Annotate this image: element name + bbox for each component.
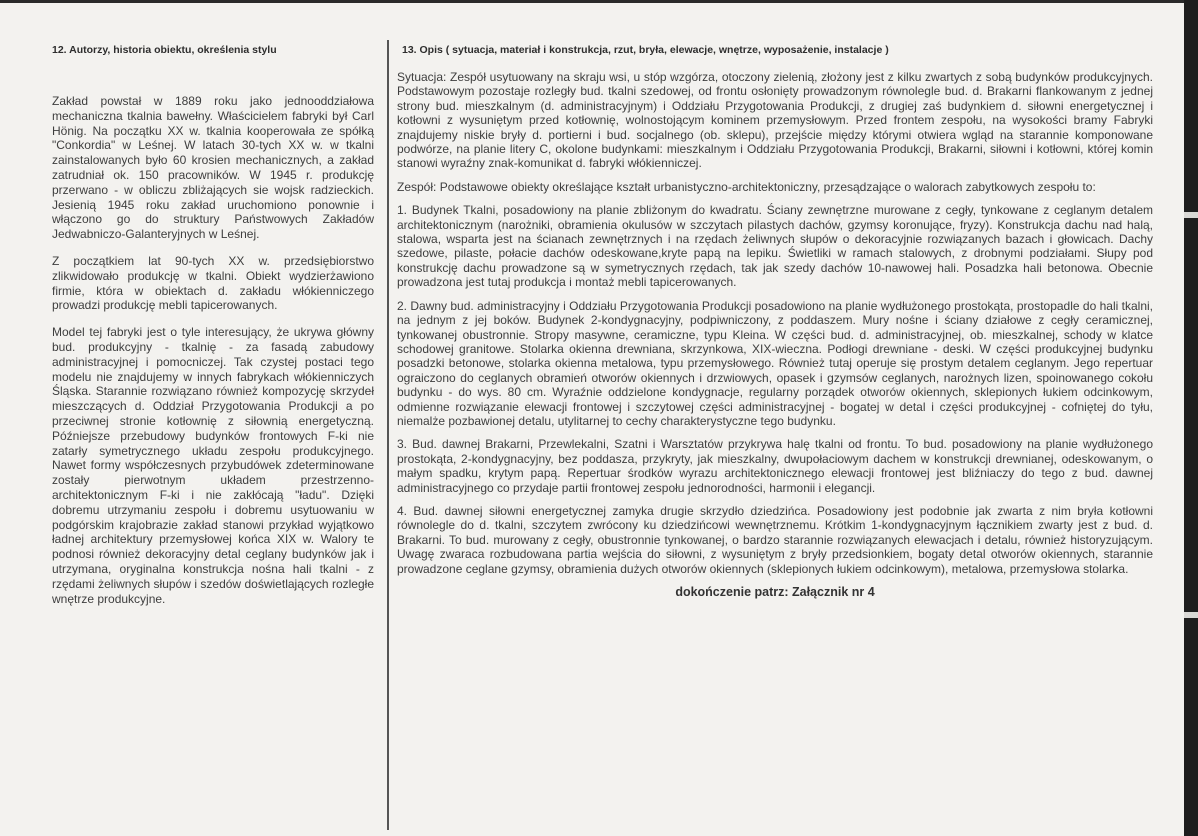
complex-text: Podstawowe obiekty określające kształt urbanistyczno-architektoniczny, przesądzające o walorach zabytkowych zespołu to: [439, 179, 1096, 194]
situation-text: Zespół usytuowany na skraju wsi, u stóp wzgórza, otoczony zielenią, złożony jest z kilku zwartych z sobą budynków produkcyjnych. Podstawowym pozostaje rozległy bud. tkalni szedowej, od frontu osłonięty prowadzonym równolegle bud. d. Brakarni flankowanym z jednej strony bud. mieszkalnym (d. administracyjnym) i Oddziału Przygotowania Produkcji, z drugiej zaś budynkiem d. siłowni energetycznej i kotłowni z wysuniętym przed kotłownię, wolnostojącym kominem przemysłowym. Przed frontem zespołu, na wysokości bramy Fabryki znajdujemy niskie bryły d. portierni i bud. socjalnego (ob. sklepu), przejście między którymi otwiera wgląd na starannie komponowane podwórze, na planie litery C, okolone budynkami: mieszkalnym i Oddziału Przygotowania Produkcji, Brakarni, siłowni i kotłowni, której komin stanowi wyraźny znak-komunikat d. fabryki włókienniczej. [397, 70, 1153, 171]
history-paragraph: Zakład powstał w 1889 roku jako jednooddziałowa mechaniczna tkalnia bawełny. Właścicielem fabryki był Carl Hönig. Na początku XX w. tkalnia kooperowała ze spółką "Conkordia" w Leśnej. W latach 30-tych XX w. w tkalni zainstalowanych było 60 krosien mechanicznych, a zakład zatrudniał ok. 150 pracowników. W 1945 r. produkcję przerwano - w obliczu zbliżających sie wojsk radzieckich. Jesienią 1945 roku zakład uruchomiono ponownie i włączono go do struktury Państwowych Zakładów Jedwabniczo-Galanteryjnych w Leśnej. [52, 94, 374, 242]
complex-paragraph [397, 180, 1153, 194]
scan-edge-notch [1184, 612, 1198, 618]
description-column [397, 44, 1153, 599]
column-divider [387, 40, 389, 830]
building-item: 3. Bud. dawnej Brakarni, Przewlekalni, Szatni i Warsztatów przykrywa halę tkalni od frontu. To bud. posadowiony na planie wydłużonego prostokąta, 2-kondygnacyjny, bez poddasza, przykryty, jak mieszkalny, dwupołaciowym dachem w konstrukcji drewnianej, odeskowanym, o małym spadku, krytym papą. Repertuar środków wyrazu architektonicznego elewacji frontowej jest bliźniaczy do tego z bud. dawnej administracyjnego co przydaje partii frontowej zespołu jednorodności, harmonii i elegancji. [397, 437, 1153, 495]
situation-label: Sytuacja: [397, 70, 447, 84]
history-column [52, 44, 374, 618]
continuation-note: dokończenie patrz: Załącznik nr 4 [675, 585, 875, 599]
situation-paragraph [397, 70, 1153, 171]
building-item: 1. Budynek Tkalni, posadowiony na planie zbliżonym do kwadratu. Ściany zewnętrzne murowane z cegły, tynkowane z ceglanym detalem architektonicznym (narożniki, obramienia okulusów w szczytach pilastych dachów, gzymsy koronujące, fryzy). Konstrukcja dachu nad halą, stalowa, wsparta jest na ścianach zewnętrznych i na rzędach żeliwnych słupów o dekoracyjnie rozwiązanych bazach i głowicach. Dachy szedowe, pilaste, połacie dachów odeskowane,kryte papą na lepiku. Świetliki w ramach stalowych, z drobnymi podziałami. Słupy pod konstrukcję dachu prowadzone są w symetrycznych rzędach, tak jak szedy dachów 10-nawowej hali. Posadzka hali betonowa. Obecnie prowadzona jest tutaj produkcja i montaż mebli tapicerowanych. [397, 203, 1153, 290]
complex-label: Zespół: [397, 179, 437, 194]
history-heading: 12. Autorzy, historia obiektu, określenia stylu [52, 44, 277, 56]
history-paragraph: Model tej fabryki jest o tyle interesujący, że ukrywa główny bud. produkcyjny - tkalnię - za fasadą zabudowy administracyjnej i pomocniczej. Tak czystej postaci tego modelu nie znajdujemy w innych fabrykach włókienniczych Śląska. Starannie rozwiązano również kompozycję skrzydeł mieszczących d. Oddział Przygotowania Produkcji a po przeciwnej stronie kotłownię z siłownią energetyczną. Późniejsze przebudowy budynków frontowych F-ki nie zatarły symetrycznego układu zespołu produkcyjnego. Nawet formy współczesnych przybudówek zdeterminowane zostały pierwotnym układem przestrzenno-architektonicznym F-ki i nie zakłócają "ładu". Dzięki dobremu utrzymaniu zespołu i dobremu usytuowaniu w podgórskim krajobrazie zakład stanowi przykład wyjątkowo ładnej architektury przemysłowej końca XIX w. Walory te podnosi również dekoracyjny detal ceglany budynków jak i utrzymana, oryginalna konstrukcja nośna hali tkalni - z rzędami żeliwnych słupów i szedów doświetlających rozległe wnętrze produkcyjne. [52, 325, 374, 606]
building-item: 2. Dawny bud. administracyjny i Oddziału Przygotowania Produkcji posadowiono na planie wydłużonego prostokąta, prostopadle do hali tkalni, na jednym z jej boków. Budynek 2-kondygnacyjny, podpiwniczony, z poddaszem. Mury nośne i ściany działowe z cegły ceramicznej, tynkowanej obustronnie. Stropy masywne, ceramiczne, typu Kleina. W części bud. d. administracyjnej, ob. mieszkalnej, schody w klatce schodowej granitowe. Stolarka okienna drewniana, skrzynkowa, XIX-wieczna. Podłogi drewniane - deski. W części produkcyjnej budynku posadzki betonowe, stolarka okienna metalowa, typu przemysłowego. Również tutaj operuje się prostym detalem ceglanym. Jego repertuar ograiczono do ceglanych obramień otworów okiennych i drzwiowych, opasek i gzymsów ceglanych, narożnych lizen, spoinowanego cokołu budynku - do wys. 80 cm. Wyraźnie oddzielone kondygnacje, regularny porządek otworów okiennych, sklepionych łukiem odcinkowym, odmienne rozwiązanie elewacji frontowej i szczytowej części administracyjnej - bogatej w detal i części produkcyjnej - cofniętej do tyłu, niemalże pozbawionej detalu, utylitarnej to cechy charakterystyczne tego budynku. [397, 298, 1153, 428]
description-heading: 13. Opis ( sytuacja, materiał i konstrukcja, rzut, bryła, elewacje, wnętrze, wyposażenie, instalacje ) [402, 44, 889, 56]
scan-right-edge [1184, 0, 1198, 836]
scan-edge-notch [1184, 212, 1198, 218]
scan-top-edge [0, 0, 1198, 3]
building-item: 4. Bud. dawnej siłowni energetycznej zamyka drugie skrzydło dziedzińca. Posadowiony jest podobnie jak zwarta z nim bryła kotłowni równolegle do d. tkalni, szczytem zwrócony ku dziedzińcowi wewnętrznemu. Krótkim 1-kondygnacyjnym łącznikiem zwarty jest z bud. d. Brakarni. To bud. murowany z cegły, obustronnie tynkowanej, o bardzo starannie rozwiązanych elewacjach i detalu, również historyzującym. Uwagę zwaraca rozbudowana partia wejścia do siłowni, z wysuniętym z bryły przedsionkiem, bogaty detal otworów okiennych, starannie prowadzone ceglane gzymsy, obramienia dużych otworów okiennych (sklepionych łukiem odcinkowym), metalowa, przemysłowa stolarka. [397, 503, 1153, 576]
history-paragraph: Z początkiem lat 90-tych XX w. przedsiębiorstwo zlikwidowało produkcję w tkalni. Obiekt wydzierżawiono firmie, która w obiektach d. zakładu włókienniczego prowadzi produkcję mebli tapicerowanych. [52, 253, 374, 313]
